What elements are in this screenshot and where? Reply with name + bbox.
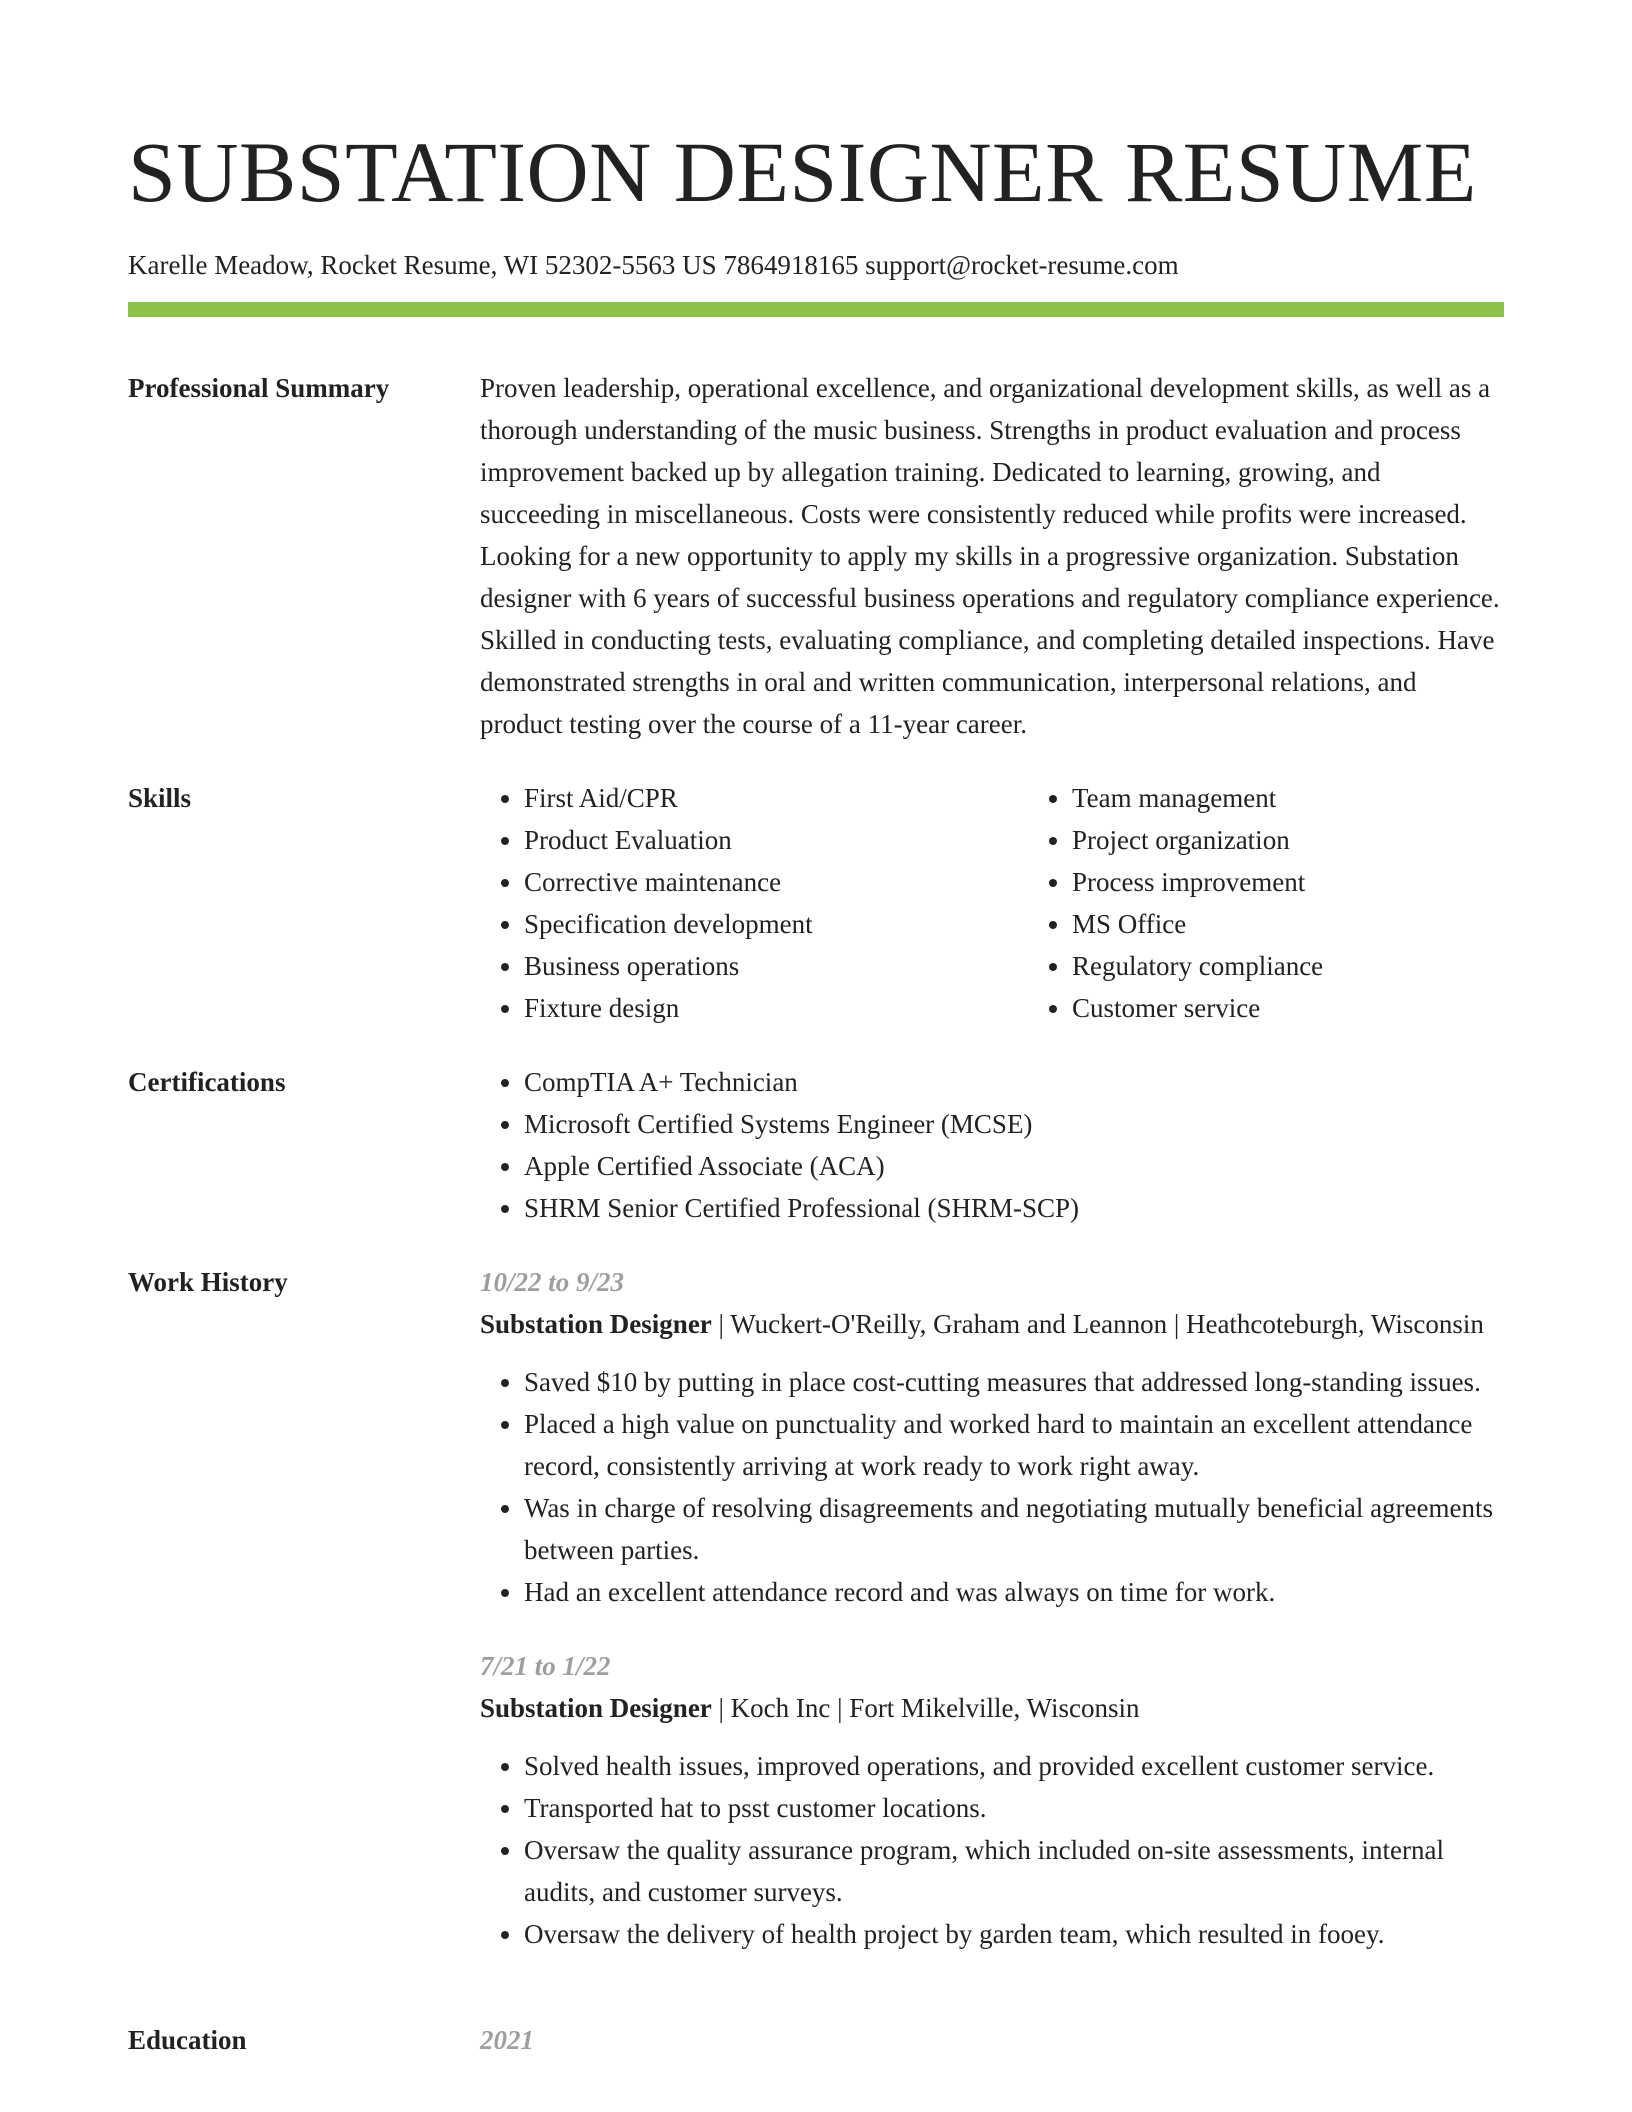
certification-item: • CompTIA A+ Technician [524,1061,1504,1103]
job-bullet: • Oversaw the delivery of health project by garden team, which resulted in fooey. [524,1913,1504,1955]
skill-item: • Process improvement [1072,861,1576,903]
certifications-list [480,1061,1504,1229]
job-bullets [480,1361,1504,1613]
resume-title: SUBSTATION DESIGNER RESUME [128,124,1477,220]
skills-section [128,777,1504,1029]
skills-list-right [1028,777,1576,1029]
job-details: | Koch Inc | Fort Mikelville, Wisconsin [711,1693,1140,1723]
certifications-section [128,1061,1504,1229]
certification-item: • Apple Certified Associate (ACA) [524,1145,1504,1187]
summary-text: Proven leadership, operational excellence, and organizational development skills, as well as a thorough understanding of the music business. Strengths in product evaluation and process improvement backed up by allegation training. Dedicated to learning, growing, and succeeding in miscellaneous. Costs were consistently reduced while profits were increased. Looking for a new opportunity to apply my skills in a progressive organization. Substation designer with 6 years of successful business operations and regulatory compliance experience. Skilled in conducting tests, evaluating compliance, and completing detailed inspections. Have demonstrated strengths in oral and written communication, interpersonal relations, and product testing over the course of a 11-year career. [480,373,1500,739]
skill-item: • Customer service [1072,987,1576,1029]
skill-item: • Fixture design [524,987,1028,1029]
job-bullet: • Had an excellent attendance record and was always on time for work. [524,1571,1504,1613]
section-label-summary: Professional Summary [128,373,390,403]
job-heading [480,1687,1504,1729]
professional-summary-section [128,367,1504,745]
job-bullet: • Solved health issues, improved operations, and provided excellent customer service. [524,1745,1504,1787]
job-bullet: • Placed a high value on punctuality and worked hard to maintain an excellent attendance record, consistently arriving at work ready to work right away. [524,1403,1504,1487]
skill-item: • Project organization [1072,819,1576,861]
section-label-work-history: Work History [128,1267,288,1297]
education-dates: 2021 [480,2025,534,2055]
contact-line: Karelle Meadow, Rocket Resume, WI 52302-5563 US 7864918165 support@rocket-resume.com [128,250,1179,280]
job-dates: 7/21 to 1/22 [480,1651,611,1681]
section-label-skills: Skills [128,783,192,813]
job-heading [480,1303,1504,1345]
work-history-section [128,1261,1504,1987]
certification-item: • SHRM Senior Certified Professional (SHRM-SCP) [524,1187,1504,1229]
section-label-certifications: Certifications [128,1067,286,1097]
job-entry [480,1645,1504,1955]
skill-item: • Corrective maintenance [524,861,1028,903]
skill-item: • MS Office [1072,903,1576,945]
section-label-education: Education [128,2025,247,2055]
job-bullet: • Oversaw the quality assurance program, which included on-site assessments, internal audits, and customer surveys. [524,1829,1504,1913]
skills-list-left [480,777,1028,1029]
skill-item: • First Aid/CPR [524,777,1028,819]
job-entry [480,1261,1504,1613]
job-details: | Wuckert-O'Reilly, Graham and Leannon | Heathcoteburgh, Wisconsin [711,1309,1484,1339]
job-title: Substation Designer [480,1309,712,1339]
certification-item: • Microsoft Certified Systems Engineer (MCSE) [524,1103,1504,1145]
job-bullet: • Saved $10 by putting in place cost-cutting measures that addressed long-standing issues. [524,1361,1504,1403]
skill-item: • Product Evaluation [524,819,1028,861]
education-section [128,2019,1504,2061]
skill-item: • Business operations [524,945,1028,987]
header-divider [128,302,1504,317]
job-title: Substation Designer [480,1693,712,1723]
job-bullets [480,1745,1504,1955]
job-bullet: • Was in charge of resolving disagreements and negotiating mutually beneficial agreements between parties. [524,1487,1504,1571]
resume-page [128,0,1504,2061]
skill-item: • Regulatory compliance [1072,945,1576,987]
job-bullet: • Transported hat to psst customer locations. [524,1787,1504,1829]
job-dates: 10/22 to 9/23 [480,1267,625,1297]
skill-item: • Team management [1072,777,1576,819]
skill-item: • Specification development [524,903,1028,945]
